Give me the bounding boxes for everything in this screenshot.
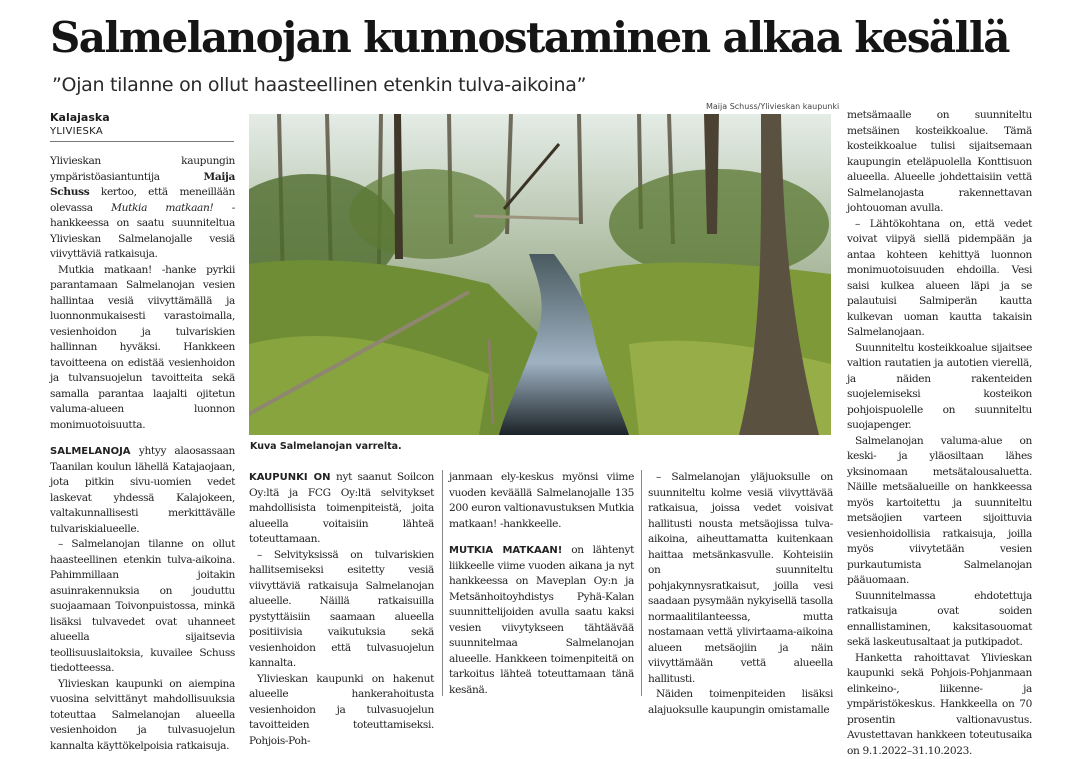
paragraph: MUTKIA MATKAAN! on lähtenyt liikkeelle viime vuoden aikana ja nyt hankkeessa on Maveplan Oy:n ja Metsänhoitoyhdistys Pyhä-Kalan suunnittelijoiden avulla saatu kaksi vesien viivytykseen tähtäävää suunnitelmaa Salmelanojan alueelle. Hankkeen toimenpiteitä on tarkoitus lähteä toteuttamaan tänä kesänä. [449,543,634,698]
forest-brook-photo [249,114,831,435]
paragraph: – Salmelanojan yläjuoksulle on suunniteltu kolme vesiä viivyttävää ratkaisua, joissa vedet voisivat hallitusti nousta metsäojissa tulva-aikoina, aiheuttamatta kuitenkaan haittaa metsänkasvulle. Kohteisiin on suunniteltu pohjakynnysratkaisut, joilla vesi saadaan pysymään nykyisellä tasolla normaalitilanteessa, mutta nostamaan vettä ylivirtaama-aikoina alueen metsäojiin ja näin viivyttämään vettä alueella hallitusti. [648,470,833,687]
paragraph: – Lähtökohtana on, että vedet voivat viipyä siellä pidempään ja antaa kohteen kehittyä luonnon monimuotoisuuden ehdoilla. Vesi saisi kulkea alueen läpi ja se palautuisi Salmiperän kautta kulkevan uoman kautta takaisin Salmelanojaan. [847,217,1032,341]
article-column-5 [847,108,1032,759]
person-name: Maija Schuss [50,171,235,199]
paragraph: Salmelanojan valuma-alue on keski- ja yläosiltaan lähes yksinomaan metsätalousaluetta. Näille metsäalueille on hankkeessa myös kartoitettu ja suunniteltu metsäojien varteen sijoittuvia vesienhoidollisia ratkaisuja, joilla myös viivytetään vesien purkautumista Salmelanojan pääuomaan. [847,434,1032,589]
paragraph: Suunnitelmassa ehdotettuja ratkaisuja ovat soiden ennallistaminen, kaksitasouomat sekä laskeutusaltaat ja putkipadot. [847,589,1032,651]
paragraph: KAUPUNKI ON nyt saanut Soilcon Oy:ltä ja FCG Oy:ltä selvitykset mahdollisista toimenpiteistä, joita alueella voitaisiin lähteä toteuttamaan. [249,470,434,548]
article-column-4 [648,470,833,718]
paragraph: Hanketta rahoittavat Ylivieskan kaupunki sekä Pohjois-Pohjanmaan elinkeino-, liikenne- ja ympäristökeskus. Hankkeella on 70 prosentin valtionavustus. Avustettavan hankkeen toteutusaika on 9.1.2022–31.10.2023. [847,651,1032,759]
subheadline: ”Ojan tilanne on ollut haasteellinen etenkin tulva-aikoina” [52,74,586,96]
paragraph: Ylivieskan kaupunki on hakenut alueelle hankerahoitusta vesienhoidon ja tulvasuojelun tavoitteiden toteuttamiseksi. Pohjois-Poh- [249,672,434,750]
paragraph: metsämaalle on suunniteltu metsäinen kosteikkoalue. Tämä kosteikkoalue tulisi sijaitsemaan kaupungin eteläpuolella Konttisuon alueella. Alueelle johdettaisiin vettä Salmelanojasta rakennettavan johtouoman avulla. [847,108,1032,217]
paragraph: janmaan ely-keskus myönsi viime vuoden keväällä Salmelanojalle 135 200 euron valtionavustuksen Mutkia matkaan! -hankkeelle. [449,470,634,532]
paragraph: Mutkia matkaan! -hanke pyrkii parantamaan Salmelanojan vesien hallintaa vesiä viivyttämällä ja luonnonmukaisesti varastoimalla, vesienhoidon ja tulvariskien hallinnan hyväksi. Hankkeen tavoitteena on edistää vesienhoidon ja tulvansuojelun tavoitteita sekä samalla parantaa laajalti ojitetun valuma-alueen luonnon monimuotoisuutta. [50,263,235,434]
paragraph: – Selvityksissä on tulvariskien hallitsemiseksi esitetty vesiä viivyttäviä ratkaisuja Salmelanojan alueelle. Näillä ratkaisuilla pystyttäisiin saamaan alueella positiivisia vaikutuksia sekä vesienhoidon että tulvasuojelun kannalta. [249,548,434,672]
byline-author: Kalajaska [50,110,234,125]
lead-in: MUTKIA MATKAAN! [449,545,562,556]
paragraph: Suunniteltu kosteikkoalue sijaitsee valtion rautatien ja autotien vierellä, ja näiden rakenteiden suojelemiseksi kosteikon pohjoispuolelle on suunniteltu suojapenger. [847,341,1032,434]
column-divider [641,470,642,696]
project-name: Mutkia matkaan! [111,202,213,214]
article-column-2 [249,470,434,749]
article-column-3 [449,470,634,698]
byline [50,110,234,142]
paragraph: – Salmelanojan tilanne on ollut haasteellinen etenkin tulva-aikoina. Pahimmillaan joitakin asuinrakennuksia on jouduttu suojaamaan Toivonpuistossa, minkä lisäksi tulvavedet ovat uhanneet alueella sijaitsevia teollisuuslaitoksia, kuvailee Schuss tiedotteessa. [50,537,235,677]
paragraph: Näiden toimenpiteiden lisäksi alajuoksulle kaupungin omistamalle [648,687,833,718]
paragraph: SALMELANOJA yhtyy alaosassaan Taanilan koulun lähellä Katajaojaan, jota pitkin sivu-uomien vedet laskevat yhdessä Kalajokeen, valtakunnallisesti merkittävälle tulvariskialueelle. [50,444,235,537]
article-column-1 [50,154,235,754]
byline-place: YLIVIESKA [50,125,234,138]
paragraph: Ylivieskan kaupungin ympäristöasiantuntija Maija Schuss kertoo, että meneillään olevassa Mutkia matkaan! -hankkeessa on saatu suunniteltua Ylivieskan Salmelanojalle vesiä viivyttäviä ratkaisuja. [50,154,235,263]
lead-in: SALMELANOJA [50,446,131,457]
photo-credit: Maija Schuss/Ylivieskan kaupunki [706,102,839,111]
lead-in: KAUPUNKI ON [249,472,330,483]
column-divider [442,470,443,696]
paragraph: Ylivieskan kaupunki on aiempina vuosina selvittänyt mahdollisuuksia toteuttaa Salmelanojan alueella vesienhoidon ja tulvasuojelun kannalta käyttökelpoisia ratkaisuja. [50,677,235,755]
photo-caption: Kuva Salmelanojan varrelta. [250,441,402,452]
headline: Salmelanojan kunnostaminen alkaa kesällä [50,8,1040,68]
